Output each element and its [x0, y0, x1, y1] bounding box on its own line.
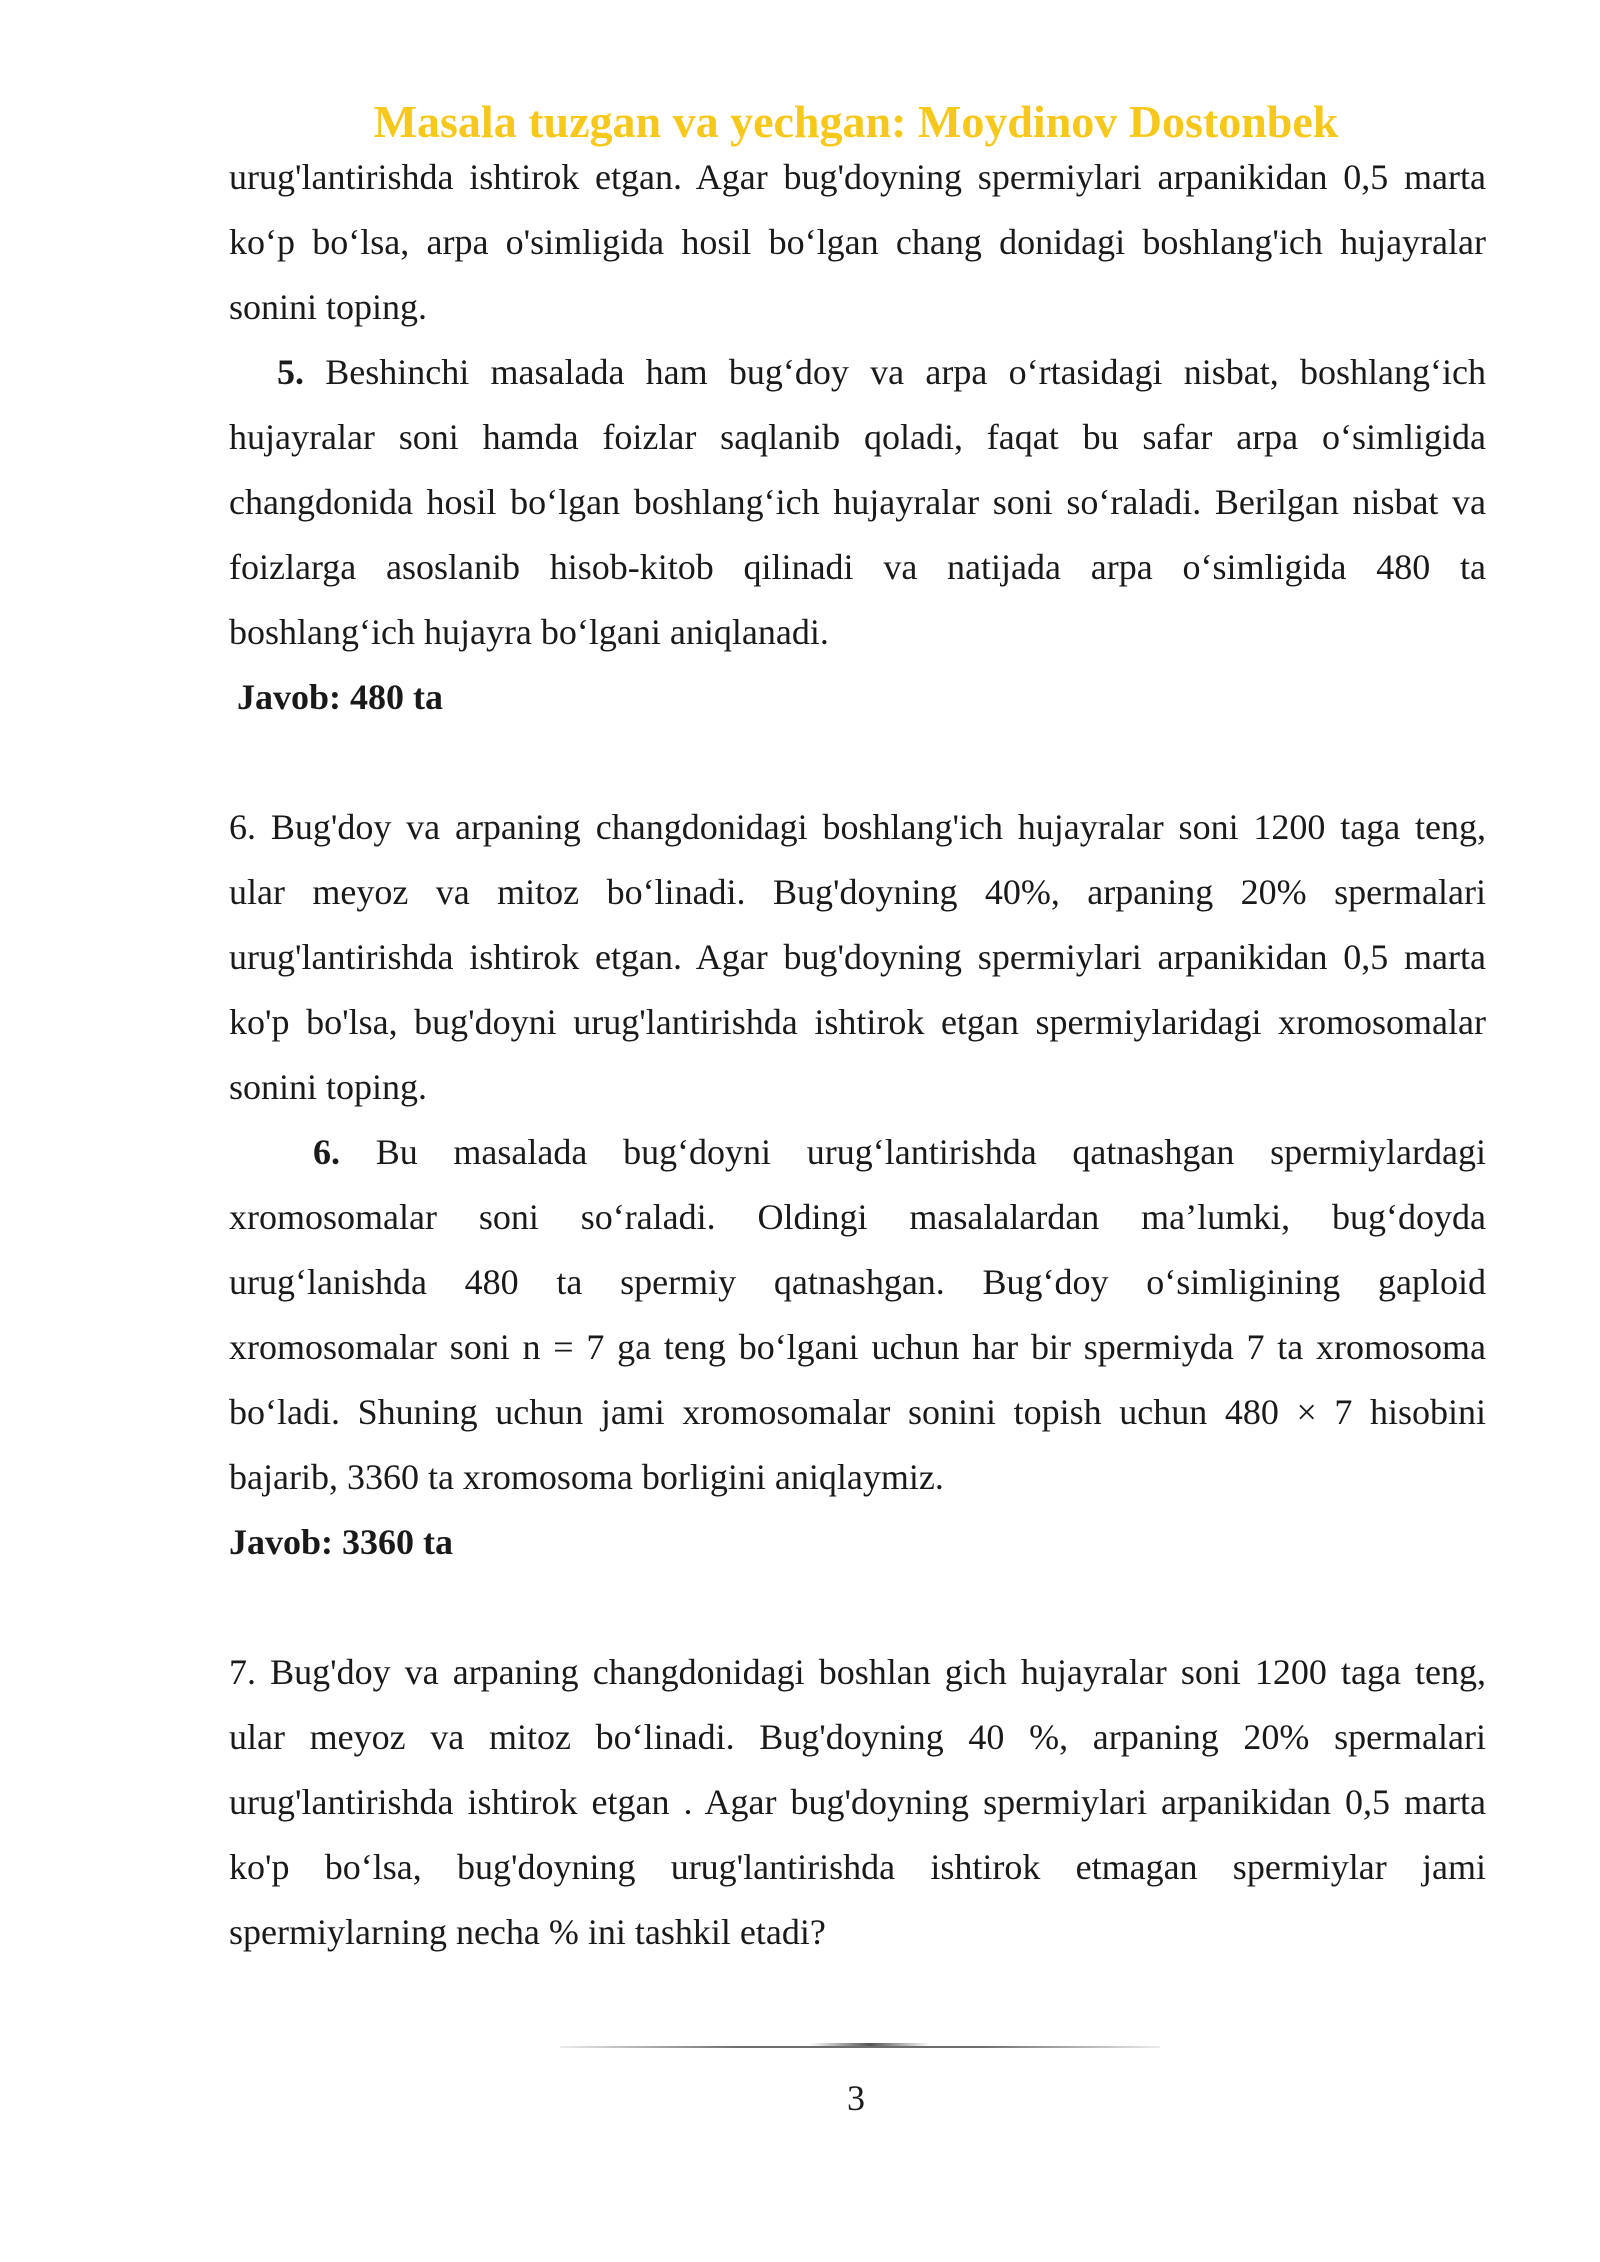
solution-5-paragraph	[229, 340, 1486, 665]
solution-5-text: Beshinchi masalada ham bug‘doy va arpa o‘rtasidagi nisbat, boshlang‘ich hujayralar soni hamda foizlar saqlanib qoladi, faqat bu safar arpa o‘simligida changdonida hosil bo‘lgan boshlang‘ich hujayralar soni so‘raladi. Berilgan nisbat va foizlarga asoslanib hisob-kitob qilinadi va natijada arpa o‘simligida 480 ta boshlang‘ich hujayra bo‘lgani aniqlanadi.	[229, 352, 1486, 652]
solution-6-text: Bu masalada bug‘doyni urug‘lantirishda qatnashgan spermiylardagi xromosomalar soni so‘raladi. Oldingi masalalardan ma’lumki, bug‘doyda urug‘lanishda 480 ta spermiy qatnashgan. Bug‘doy o‘simligining gaploid xromosomalar soni n = 7 ga teng bo‘lgani uchun har bir spermiyda 7 ta xromosoma bo‘ladi. Shuning uchun jami xromosomalar sonini topish uchun 480 × 7 hisobini bajarib, 3360 ta xromosoma borligini aniqlaymiz.	[229, 1132, 1486, 1497]
spacer	[229, 1575, 1486, 1640]
spacer	[229, 730, 1486, 795]
problem-6-paragraph: 6. Bug'doy va arpaning changdonidagi boshlang'ich hujayralar soni 1200 taga teng, ular meyoz va mitoz bo‘linadi. Bug'doyning 40%, arpaning 20% spermalari urug'lantirishda ishtirok etgan. Agar bug'doyning spermiylari arpanikidan 0,5 marta ko'p bo'lsa, bug'doyni urug'lantirishda ishtirok etgan spermiylaridagi xromosomalar sonini toping.	[229, 807, 1486, 1107]
page-body	[229, 145, 1486, 1965]
answer-6: Javob: 3360 ta	[229, 1522, 453, 1562]
solution-6-number: 6.	[313, 1132, 340, 1172]
page-header: Masala tuzgan va yechgan: Moydinov Dostonbek	[373, 96, 1339, 147]
problem-continuation: urug'lantirishda ishtirok etgan. Agar bug'doyning spermiylari arpanikidan 0,5 marta ko‘p bo‘lsa, arpa o'simligida hosil bo‘lgan chang donidagi boshlang'ich hujayralar sonini toping.	[229, 157, 1486, 327]
solution-6-paragraph	[229, 1120, 1486, 1510]
solution-5-number: 5.	[277, 352, 304, 392]
problem-7-paragraph: 7. Bug'doy va arpaning changdonidagi boshlan gich hujayralar soni 1200 taga teng, ular meyoz va mitoz bo‘linadi. Bug'doyning 40 %, arpaning 20% spermalari urug'lantirishda ishtirok etgan . Agar bug'doyning spermiylari arpanikidan 0,5 marta ko'p bo‘lsa, bug'doyning urug'lantirishda ishtirok etmagan spermiylar jami spermiylarning necha % ini tashkil etadi?	[229, 1652, 1486, 1952]
footer-divider	[560, 2046, 1160, 2048]
answer-5: Javob: 480 ta	[237, 677, 443, 717]
page-number: 3	[847, 2078, 865, 2118]
